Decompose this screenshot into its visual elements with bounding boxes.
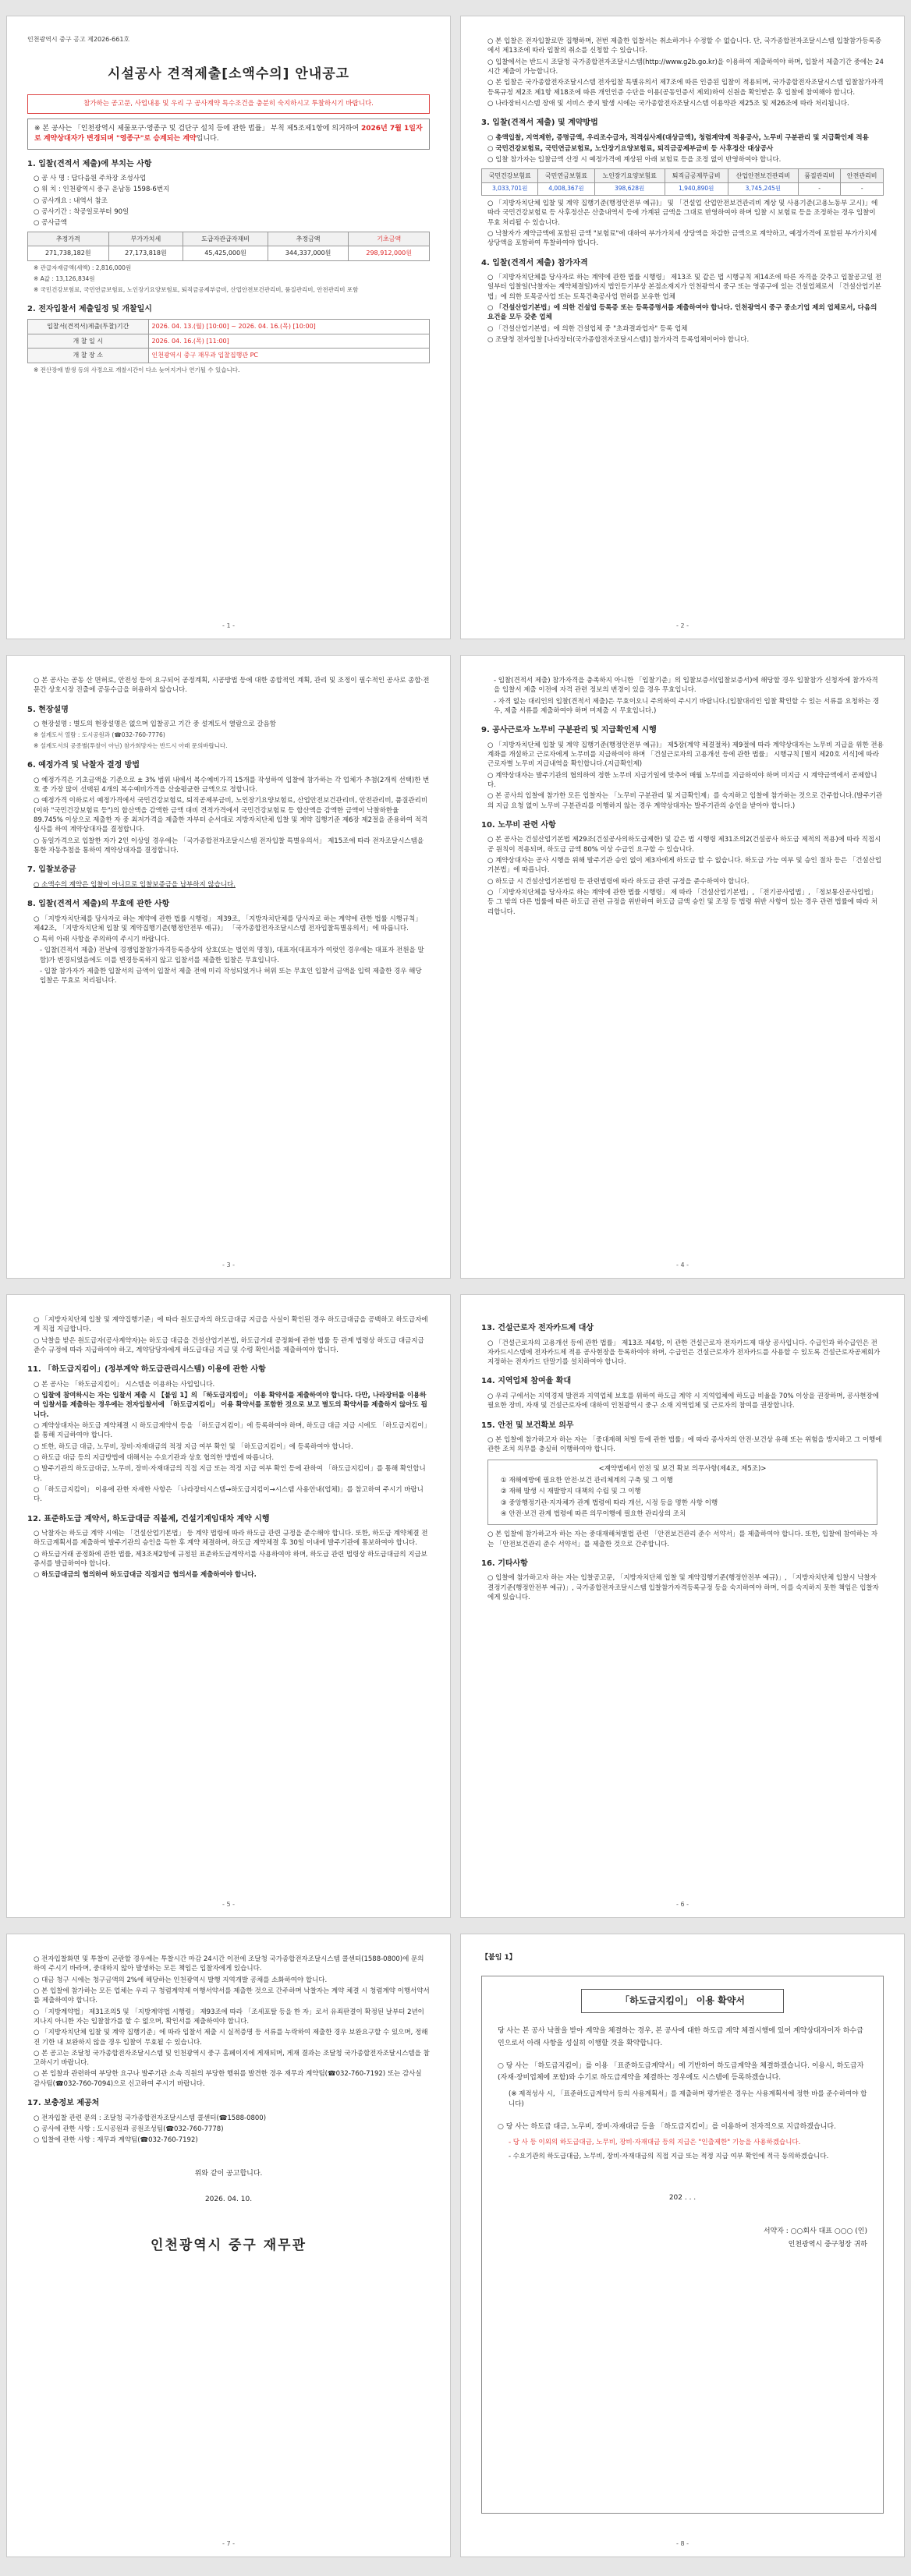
invalid-item: - 입찰 참가자가 제출한 입찰서의 금액이 입찰서 제출 전에 미리 작성되었거나 허위 또는 무효인 입찰서 금액을 입력 제출한 경우 해당 입찰은 무효로 처리됩니다.	[40, 968, 422, 985]
schedule-label: 입찰서(견적서)제출(투찰)기간	[28, 320, 149, 334]
contract-method: ○ 국민건강보험료, 국민연금보험료, 노인장기요양보험료, 퇴직금공제부금비 등 사후정산 대상공사	[487, 145, 774, 153]
section-8-heading: 8. 입찰(견적서 제출)의 무효에 관한 사항	[27, 900, 170, 908]
safety-item: ○ 본 입찰에 참가하고자 하는 자는 「중대재해 처벌 등에 관한 법률」에 따라 종사자의 안전·보건상 유해 또는 위험을 방지하고 그 이행에 관한 조치 의무를 충실히 이행하여야 합니다.	[487, 1436, 882, 1454]
section-4-heading: 4. 입찰(견적서 제출) 참가자격	[481, 258, 588, 267]
contact-item: ○ 전자입찰 관련 문의 : 조달청 국가종합전자조달시스템 콜센터(☎1588-0800)	[34, 2114, 267, 2122]
insurance-table	[481, 168, 884, 196]
insurance-value: 398,628원	[594, 183, 665, 196]
page-8	[460, 1934, 905, 2557]
agreement-box	[481, 1976, 884, 2514]
guardian-item: ○ 입찰에 참여하시는 자는 입찰서 제출 시 【붙임 1】의 「하도급지킴이」 이용 확약서를 제출하여야 합니다. 다만, 나라장터를 이용하여 입찰서를 제출하는 경우에는 전자입찰서에 「하도급지킴이」 이용 확약서를 포함한 것으로 보고 별도의 확약서를 제출하지 않아도 됩니다.	[34, 1392, 427, 1419]
notice-warning: 참가하는 공고문, 사업내용 및 우리 구 공사계약 특수조건을 충분히 숙지하시고 투찰하시기 바랍니다.	[27, 94, 430, 113]
safety-duty: ④ 안전·보건 관계 법령에 따른 의무이행에 필요한 관리상의 조치	[501, 1509, 686, 1518]
agreement-item: ○ 당 사는 「하도급지킴이」를 이용 「표준하도급계약서」에 기반하여 하도급계약을 체결하겠습니다. 이용시, 하도급자(자재·장비업체에 포함)와 수기로 하도급계약을 체결하는 경우에도 시스템에 등록하겠습니다.	[498, 2062, 864, 2082]
issuer-name: 인천광역시 중구 재무관	[150, 2237, 307, 2253]
agreement-item: ○ 당 사는 하도급 대금, 노무비, 장비·자재대금 등을 「하도급지킴이」를 이용하여 전자적으로 지급하겠습니다.	[498, 2122, 836, 2131]
announcement-date: 2026. 04. 10.	[204, 2195, 253, 2203]
contract-method: ○ 총액입찰, 지역제한, 증명금액, 우리조수급자, 적격심사제(대상금액), 청렴계약제 적용공사, 노무비 구분관리 및 지급확인제 적용	[487, 133, 869, 142]
amount-cell: 45,425,000원	[183, 246, 268, 261]
subcontract-item: ○ 본 공사는 건설산업기본법 제29조(건설공사의하도급제한) 및 같은 법 시행령 제31조의2(건설공사 하도급 제적의 적용)에 따라 직접시공 원칙이 적용되며, 하도급 금액 80% 이상 수급인 요구할 수 있습니다.	[487, 836, 881, 854]
safety-duty: ③ 중앙행정기관·지자체가 관계 법령에 따라 개선, 시정 등을 명한 사항 이행	[501, 1499, 718, 1507]
subcontract-item: ○ 「지방자치단체 입찰 및 계약집행기준」에 따라 원도급자의 하도급대금 지급을 사실이 확인된 경우 하도급대금을 공백하고 하도급자에게 직접 지급합니다.	[34, 1316, 428, 1334]
deposit-item: ○ 소액수의 계약은 입찰이 아니므로 입찰보증금을 납부하지 않습니다.	[34, 880, 236, 889]
amount-cell: 27,173,818원	[108, 246, 183, 261]
amount-note: ※ 관급자재금액(세액) : 2,816,000원	[34, 264, 132, 271]
eligibility-item: ○ 「지방자치단체를 당사자로 하는 계약에 관한 법률 시행령」 제13조 및 같은 법 시행규칙 제14조에 따른 자격을 갖추고 입찰공고일 전일부터 입찰일(낙찰자는 계약체결일)까지 법인등기부상 본점소재지가 인천광역시 중구 또는 영종구에 있는 건설업체로서 「건설산업기본법」에 의한 토목공사업 또는 토목건축공사업 면허를 보유한 업체	[487, 274, 882, 301]
signatory: 서약자 : ○○회사 대표 ○○○ (인)	[763, 2227, 867, 2236]
page-number: - 2 -	[676, 622, 689, 630]
subcontract-item: ○ 낙찰을 받은 원도급자(공사계약자)는 하도급 대금을 건설산업기본법, 하도급거래 공정화에 관한 법률 등 관계 법령상 하도급 대금지급 준수 규정에 따라 지급하여야 하고, 계약담당자에게 하도급대금 지급 및 수령 확인서를 제출하여야 합니다.	[34, 1336, 424, 1354]
site-briefing-item: ○ 현장설명 : 별도의 현장설명은 없으며 입찰공고 기간 중 설계도서 열람으로 갈음함	[34, 720, 276, 729]
insurance-value: 3,033,701원	[482, 183, 538, 196]
recipient: 인천광역시 중구청장 귀하	[788, 2241, 867, 2249]
site-briefing-note: ※ 설계도서 열람 : 도시공원과 (☎032-760-7776)	[34, 731, 165, 739]
page-5	[6, 1294, 451, 1918]
safety-duty-title: <계약법에서 안전 및 보건 확보 의무사항(제4조, 제5조)>	[598, 1464, 767, 1473]
section-10-heading: 10. 노무비 관련 사항	[481, 820, 556, 830]
project-amount-label: ○ 공사금액	[34, 219, 67, 228]
schedule-table	[27, 319, 430, 363]
price-item: ○ 예정가격은 기초금액을 기준으로 ± 3% 범위 내에서 복수예비가격 15개를 작성하여 입찰에 참가하는 각 업체가 추첨(2개씩 선택)한 번호 중 가장 많이 선택된 4개의 복수예비가격을 산술평균한 금액으로 정합니다.	[34, 776, 430, 794]
section-16-heading: 16. 기타사항	[481, 1559, 528, 1568]
section-13-heading: 13. 건설근로자 전자카드제 대상	[481, 1324, 594, 1332]
notice-text-2: 입니다.	[196, 134, 219, 143]
section-2-heading: 2. 전자입찰서 제출일정 및 개찰일시	[27, 304, 152, 313]
insurance-value: 3,745,245원	[728, 183, 798, 196]
project-location: ○ 위 치 : 인천광역시 중구 운남동 1598-6번지	[34, 186, 170, 194]
guardian-item: ○ 계약상대자는 하도급 계약체결 시 하도급계약서 등을 「하도급지킴이」에 등록하여야 하며, 하도급 대금 지급 시에도 「하도급지킴이」를 통해 지급하여야 합니다.	[34, 1422, 427, 1440]
insurance-value: 4,008,367원	[538, 183, 594, 196]
agreement-intro: 당 사는 본 공사 낙찰을 받아 계약을 체결하는 경우, 본 공사에 대한 하도급 계약 체결시행에 있어 계약상대자이자 하수급인으로서 아래 사항을 성실히 이행할 것을 확약합니다.	[498, 2027, 863, 2047]
project-name: ○ 공 사 명 : 답다음원 주차장 조성사업	[34, 175, 147, 183]
eligibility-item: ○ 본 공사는 공동 산 면허로, 안전성 등이 요구되어 공정계획, 시공방법 등에 대한 종합적인 계획, 관리 및 조정이 필수적인 공사로 종합·전문간 상호시장 진출에 공동수급을 허용하지 않습니다.	[34, 677, 430, 695]
price-item: ○ 동일가격으로 입찰한 자가 2인 이상일 경우에는 「국가종합전자조달시스템 전자입찰 특별유의서」 제15조에 따라 전자조달시스템을 통한 자동추첨을 통하여 계약상대자를 결정합니다.	[34, 837, 424, 855]
amount-table	[27, 232, 430, 261]
other-item: ○ 「지방계약법」 제31조의5 및 「지방계약법 시행령」 제93조에 따라 「조세포탈 등을 한 자」로서 유죄판결이 확정된 날부터 2년이 지나지 아니한 자는 입찰참가를 할 수 없으며, 확인서를 제출하여야 합니다.	[34, 2008, 424, 2026]
guardian-item: ○ 하도급 대금 등의 지급방법에 대해서는 수요기관과 상호 협의한 방법에 따릅니다.	[34, 1453, 275, 1462]
page-number: - 8 -	[676, 2540, 689, 2548]
safety-duty: ① 재해예방에 필요한 안전·보건 관리체계의 구축 및 그 이행	[501, 1477, 673, 1484]
eligibility-item: ○ 「건설산업기본법」에 의한 건설업 등록증 또는 등록증명서를 제출하여야 합니다. 인천광역시 중구 중소기업 제외 업체로서, 다음의 요건을 모두 갖춘 업체	[487, 304, 877, 322]
section-15-heading: 15. 안전 및 보건확보 의무	[481, 1421, 574, 1430]
site-briefing-note: ※ 설계도서의 공종별(투찰이 아닌) 참가희망자는 반드시 아래 문의바랍니다.	[34, 742, 228, 750]
page-4	[460, 655, 905, 1279]
other-item: ○ 입찰에 참가하고자 하는 자는 입찰공고문, 「지방자치단체 입찰 및 계약집행기준(행정안전부 예규)」, 「지방자치단체 입찰시 낙찰자 결정기준(행정안전부 예규)」, 국가종합전자조달시스템 입찰참가자격등록규정 등을 숙지하여야 하며, 이를 숙지하지 못한 책임은 입찰자에게 있습니다.	[487, 1574, 879, 1601]
section-11-heading: 11. 「하도급지킴이」(정부계약 하도급관리시스템) 이용에 관한 사항	[27, 1365, 266, 1375]
section-1-heading: 1. 입찰(견적서 제출)에 부치는 사항	[27, 159, 152, 168]
insurance-header: 퇴직금공제부금비	[665, 168, 728, 183]
project-overview: ○ 공사개요 : 내역서 참조	[34, 196, 108, 205]
bid-item: ○ 본 입찰은 전자입찰로만 집행하며, 전번 제출한 입찰서는 취소하거나 수정할 수 없습니다. 단, 국가종합전자조달시스템 입찰참가등록증에서 제13조에 따라 입찰의 취소를 신청할 수 있습니다.	[487, 37, 881, 55]
page-number: - 3 -	[222, 1261, 235, 1269]
other-item: ○ 대금 청구 시에는 청구금액의 2%에 해당하는 인천광역시 발행 지역개발 공채를 소화하여야 합니다.	[34, 1976, 328, 1984]
safety-duty-box	[487, 1460, 877, 1526]
bid-item: ○ 입찰에서는 반드시 조달청 국가종합전자조달시스템(http://www.g2b.go.kr)을 이용하여 제출하여야 하며, 입찰서 제출기간 중에는 24시간 제출이 가능합니다.	[487, 58, 884, 76]
safety-item: ○ 본 입찰에 참가하고자 하는 자는 중대재해처벌법 관련 「안전보건관리 준수 서약서」를 제출하여야 합니다. 또한, 입찰에 참여하는 자는 「안전보건관리 준수 서약서」를 제출한 것으로 간주합니다.	[487, 1530, 878, 1548]
project-period: ○ 공사기간 : 착공일로부터 90일	[34, 208, 129, 217]
invalid-item: ○ 「지방자치단체를 당사자로 하는 계약에 관한 법률 시행령」 제39조, 「지방자치단체를 당사자로 하는 계약에 관한 법률 시행규칙」 제42조, 「지방자치단체 입찰 및 계약집행기준(행정안전부 예규)」 「국가종합전자조달시스템 전자입찰특별유의서」에 따릅니다.	[34, 915, 422, 932]
amount-note: ※ 국민건강보험료, 국민연금보험료, 노인장기요양보험료, 퇴직금공제부금비, 산업안전보건관리비, 품질관리비, 안전관리비 포함	[34, 285, 359, 293]
bid-item: ○ 나라장터시스템 장애 및 서비스 중지 발생 시에는 국가종합전자조달시스템 이용약관 제25조 및 제26조에 따라 처리됩니다.	[487, 99, 849, 108]
page-number: - 6 -	[676, 1901, 689, 1909]
insurance-value: -	[798, 183, 841, 196]
guardian-item: ○ 또한, 하도급 대금, 노무비, 장비·자재대금의 적정 지급 여부 확인 및 「하도급지킴이」에 등록하여야 합니다.	[34, 1442, 353, 1451]
eligibility-item: ○ 「건설산업기본법」에 의한 건설업체 중 "초과결과업자" 등록 업체	[487, 324, 688, 333]
invalid-item: ○ 특히 아래 사항을 주의하여 주시기 바랍니다.	[34, 936, 170, 944]
page-number: - 7 -	[222, 2540, 235, 2548]
amount-cell: 271,738,182원	[28, 246, 109, 261]
insurance-value: 1,940,890원	[665, 183, 728, 196]
notice-box	[27, 119, 430, 150]
amount-cell: 344,337,000원	[268, 246, 349, 261]
other-item: ○ 본 입찰과 관련하여 부당한 요구나 발주기관 소속 직원의 부당한 행위를 발견한 경우 재무과 계약팀(☎032-760-7192) 또는 감사실 감사팀(☎032-760-7094)으로 신고하여 주시기 바랍니다.	[34, 2070, 422, 2088]
insurance-header: 품질관리비	[798, 168, 841, 183]
schedule-note: ※ 전산장애 발생 등의 사정으로 개찰시간이 다소 늦어지거나 연기될 수 있습니다.	[34, 366, 240, 373]
amount-header: 부가가치세	[108, 232, 183, 246]
section-5-heading: 5. 현장설명	[27, 705, 69, 714]
agreement-subitem: - 당 사 등 이외의 하도급대금, 노무비, 장비·자재대금 등의 지급은 "인출제한" 기능을 사용하겠습니다.	[509, 2139, 801, 2147]
invalid-item: - 자격 없는 대리인의 입찰(견적서 제출)은 무효이오니 주의하여 주시기 바랍니다.(입찰대리인 입찰 확인할 수 있는 서류를 요청하는 경우, 제출 서류를 제출하여야 하며 미제출 시 무효입니다.)	[494, 697, 880, 715]
schedule-label: 개 찰 일 시	[28, 334, 149, 349]
standard-contract-item: ○ 하도급거래 공정화에 관한 법률, 제3조제2항에 규정된 표준하도급계약서를 사용하여야 하며, 하도급 관련 법령상 하도급대금의 지급보증서를 발급하여야 합니다.	[34, 1550, 427, 1568]
subcontract-item: ○ 하도급 시 건설산업기본법령 등 관련법령에 따라 하도급 관련 규정을 준수하여야 합니다.	[487, 877, 750, 886]
subcontract-item: ○ 「지방자치단체를 당사자로 하는 계약에 관한 법률 시행령」 제 따라 「건설산업기본법」, 「전기공사업법」, 「정보통신공사업법」 등 그 밖의 다른 법률에 따른 하도급 관련 규정을 위반하여 하도급 금액 승인 및 조정 등 법령 위반 사항이 있는 경우 관련 법률에 따라 처리합니다.	[487, 889, 878, 916]
insurance-header: 국민연금보험료	[538, 168, 594, 183]
other-item: ○ 본 입찰에 참가하는 모든 업체는 우리 구 청렴계약제 이행서약서를 제출한 것으로 간주하며 낙찰자는 계약 체결 시 청렴계약 이행서약서를 제출하여야 합니다.	[34, 1987, 430, 2005]
contract-note: ○ 「지방자치단체 입찰 및 계약 집행기준(행정안전부 예규)」 및 「건설업 산업안전보건관리비 계상 및 사용기준(고용노동부 고시)」에 따라 국민건강보험료 등 사후정산은 산출내역서 등에 가계된 금액을 그대로 반영하여야 하며 입찰 시 보험료 등을 조정하는 경우 입찰이 무효 처리될 수 있습니다.	[487, 200, 878, 227]
page-6	[460, 1294, 905, 1918]
agreement-subitem: (※ 제적성사 시, 「표준하도급계약서 등의 사용계획서」를 제출하며 평가받은 경우는 사용계획서에 정한 바를 준수하여야 합니다)	[509, 2089, 867, 2109]
amount-cell-base: 298,912,000원	[349, 246, 430, 261]
page-number: - 4 -	[676, 1261, 689, 1269]
e-card-item: ○ 「건설근로자의 고용개선 등에 관한 법률」 제13조 제4항, 이 관한 건설근로자 전자카드제 대상 공사입니다. 수급인과 하수급인은 전자카드시스템에 전자카드제 적용 공사현장을 등록하여야 하며, 수급인은 건설근로자가 전자카드를 사용할 수 있도록 건설근로자공제회가 지정하는 전자카드 단말기를 설치하여야 합니다.	[487, 1339, 881, 1367]
schedule-value: 2026. 04. 13.(월) [10:00] ~ 2026. 04. 16.(목) [10:00]	[148, 320, 430, 334]
eligibility-item: ○ 조달청 전자입찰 [나라장터(국가종합전자조달시스템)] 참가자격 등록업체이어야 합니다.	[487, 336, 750, 345]
page-2	[460, 16, 905, 639]
amount-header: 추정금액	[268, 232, 349, 246]
section-14-heading: 14. 지역업체 참여율 확대	[481, 1377, 572, 1386]
section-6-heading: 6. 예정가격 및 낙찰자 결정 방법	[27, 761, 140, 770]
contact-item: ○ 공사에 관한 사항 : 도시공원과 공원조성팀(☎032-760-7778)	[34, 2125, 224, 2133]
notice-highlight: 2026년 7월 1일자로 계약상대자가 변경되며 "영종구"로 승계되는 계약	[34, 124, 423, 143]
guardian-item: ○ 발주기관의 하도급대금, 노무비, 장비·자재대금의 직접 지급 또는 적정 지급 여부 확인 등에 관하여 「하도급지킴이」를 통해 확인합니다.	[34, 1465, 426, 1483]
closing-statement: 위와 같이 공고합니다.	[194, 2169, 263, 2178]
page-3	[6, 655, 451, 1279]
page-number: - 5 -	[222, 1901, 235, 1909]
section-9-heading: 9. 공사근로자 노무비 구분관리 및 지급확인제 시행	[481, 726, 657, 735]
section-17-heading: 17. 보충정보 제공처	[27, 2099, 100, 2108]
schedule-label: 개 찰 장 소	[28, 349, 149, 363]
document-title: 시설공사 견적제출[소액수의] 안내공고	[107, 65, 350, 82]
standard-contract-item: ○ 낙찰자는 하도급 계약 시에는 「건설산업기본법」 등 계약 법령에 따라 하도급 관련 규정을 준수해야 합니다. 또한, 하도급 계약체결 전 하도급계획서를 제출하여 발주기관의 승인을 득한 후 계약 체결하며, 하도급 계약체결 후 30일 이내에 발주기관에 통보하여야 합니다.	[34, 1530, 428, 1548]
insurance-header: 노인장기요양보험료	[594, 168, 665, 183]
insurance-header: 산업안전보건관리비	[728, 168, 798, 183]
other-item: ○ 「지방자치단체 입찰 및 계약 집행기준」에 따라 입찰서 제출 시 실적증명 등 서류를 누락하여 제출한 경우 보완요구할 수 있으며, 정해진 기한 내 보완하지 않을 경우 입찰이 무효될 수 있습니다.	[34, 2029, 428, 2047]
section-3-heading: 3. 입찰(견적서 제출) 및 계약방법	[481, 119, 598, 128]
invalid-item: - 입찰(견적서 제출) 참가자격을 충족하지 아니한 「입찰기준」의 입찰보증서(입찰보증서)에 해당할 경우 입찰참가 신청자에 참가자격을 입찰서 제출 이전에 자격 관련 정보의 변경이 있을 경우 무효입니다.	[494, 677, 878, 695]
labor-cost-item: ○ 계약상대자는 발주기관의 협의하여 정한 노무비 지급기일에 맞추어 매월 노무비를 지급하여야 하며 미지급 시 계약금액에서 공제합니다.	[487, 771, 877, 789]
agreement-subitem: - 수요기관의 하도급대금, 노무비, 장비·자재대금의 직접 지급 또는 적정 지급 여부 확인에 적극 동의하겠습니다.	[509, 2152, 829, 2160]
page-1	[6, 16, 451, 639]
subcontract-item: ○ 계약상대자는 공사 시행을 위해 발주기관 승인 없이 제3자에게 하도급 할 수 없습니다. 하도급 가능 여부 및 승인 절차 등은 「건설산업기본법」에 따릅니다.	[487, 857, 882, 875]
insurance-value: -	[841, 183, 884, 196]
document-number: 인천광역시 중구 공고 제2026-661호	[27, 36, 130, 43]
contact-item: ○ 입찰에 관한 사항 : 재무과 계약팀(☎032-760-7192)	[34, 2136, 198, 2145]
amount-header: 추정가격	[28, 232, 109, 246]
agreement-date: 202 . . .	[668, 2194, 697, 2203]
section-12-heading: 12. 표준하도급 계약서, 하도급대금 직불제, 건설기계임대차 계약 시행	[27, 1514, 270, 1523]
amount-header: 도급자관급자재비	[183, 232, 268, 246]
price-item: ○ 예정가격 이하로서 예정가격에서 국민건강보험료, 퇴직공제부금비, 노인장기요양보험료, 산업안전보건관리비, 안전관리비, 품질관리비(이하 "국민건강보험료 등")의 합산액을 감액한 금액 대비 견적가격에서 국민건강보험료 등 합산액을 감액한 금액이 낙찰하한율 89.745% 이상으로 제출한 자 중 최저가격을 제출한 자부터 순서대로 지방자치단체 입찰 및 계약 집행기준 제6장 제2절을 준용하여 적격심사를 하여 계약상대자를 결정합니다.	[34, 797, 428, 834]
section-7-heading: 7. 입찰보증금	[27, 865, 76, 875]
guardian-item: ○ 본 공사는 「하도급지킴이」 시스템을 이용하는 사업입니다.	[34, 1380, 215, 1389]
amount-note: ※ A값 : 13,126,834원	[34, 274, 95, 282]
bid-item: ○ 본 입찰은 국가종합전자조달시스템 전자입찰 특별유의서 제7조에 따른 인증된 입찰이 적용되며, 국가종합전자조달시스템 입찰참가자격등록규정 제2조 제1항 제18조에 따른 개인인증 수단을 이용(공동인증서 제외)하여 신원을 확인받은 후 입찰에 참여해야 합니다.	[487, 79, 884, 97]
attachment-tag: 【붙임 1】	[481, 1954, 516, 1962]
contract-note: ○ 낙찰자가 계약금액에 포함된 금액 "보험료"에 대하여 부가가치세 상당액을 차감한 금액으로 계약하고, 예정가격에 포함된 부가가치세 상당액을 포함하여 투찰하여야 합니다.	[487, 230, 877, 248]
schedule-value: 인천광역시 중구 재무과 입찰집행관 PC	[148, 349, 430, 363]
local-participation-item: ○ 우리 구에서는 지역경제 발전과 지역업체 보호를 위하여 하도급 계약 시 지역업체에 하도급 비율을 70% 이상을 권장하며, 공사현장에 필요한 장비, 자재 및 건설근로자에 대하여 인천광역시 중구 소재 지역업체 및 근로자의 참여를 권장합니다.	[487, 1392, 879, 1410]
page-number: - 1 -	[222, 622, 235, 630]
schedule-value: 2026. 04. 16.(목) [11:00]	[148, 334, 430, 349]
guardian-item: ○ 「하도급지킴이」 이용에 관한 자세한 사항은 「나라장터시스템→하도급지킴이→시스템 사용안내(업체)」를 참고하여 주시기 바랍니다.	[34, 1485, 424, 1504]
insurance-header: 국민건강보험료	[482, 168, 538, 183]
agreement-title: 「하도급지킴이」 이용 확약서	[581, 1989, 784, 2013]
other-item: ○ 전자입찰화면 및 투찰이 곤란할 경우에는 투찰시간 마감 24시간 이전에 조달청 국가종합전자조달시스템 콜센터(1588-0800)에 문의하여 주시기 바라며, 중대하지 않아 발생하는 모든 책임은 입찰자에게 있습니다.	[34, 1955, 424, 1973]
labor-cost-item: ○ 본 공사의 입찰에 참가한 모든 입찰자는 「노무비 구분관리 및 지급확인제」를 숙지하고 입찰에 참가하는 것으로 간주합니다.(발주기관의 지급 요청 없이 노무비 구분관리를 이행하지 않는 경우 계약상대자는 발주기관의 승인을 받아야 합니다.)	[487, 792, 883, 810]
insurance-header: 안전관리비	[841, 168, 884, 183]
labor-cost-item: ○ 「지방자치단체 입찰 및 계약 집행기준(행정안전부 예규)」 제5장(계약 체결절차) 제9절에 따라 계약상대자는 노무비 지급을 위한 전용계좌를 개설하고 근로자에게 노무비를 지급하여야 하며 「건설근로자의 고용개선 등에 관한 법률」 시행규칙 [별지 제20호 서식]에 따라 근로자별 노무비 지급내역을 확인합니다.(지급확인제)	[487, 741, 884, 769]
standard-contract-item: ○ 하도급대금의 협의하여 하도급대금 직접지급 협의서를 제출하여야 합니다.	[34, 1571, 257, 1580]
amount-header-base: 기초금액	[349, 232, 430, 246]
page-7	[6, 1934, 451, 2557]
notice-text-1: ※ 본 공사는 「인천광역시 제물포구·영종구 및 검단구 설치 등에 관한 법률」 부칙 제5조제1항에 의거하여	[34, 124, 360, 133]
invalid-item: - 입찰(견적서 제출) 전날에 경쟁입찰참가자격등록증상의 상호(또는 법인의 명칭), 대표자(대표자가 여럿인 경우에는 대표자 전원을 말함)가 변경되었음에도 이를 변경등록하지 않고 입찰서를 제출한 입찰은 무효입니다.	[40, 947, 424, 964]
safety-duty: ② 재해 발생 시 재발방지 대책의 수립 및 그 이행	[501, 1488, 641, 1496]
contract-method: ○ 입찰 참가자는 입찰금액 산정 시 예정가격에 계상된 아래 보험료 등을 조정 없이 반영하여야 합니다.	[487, 156, 782, 165]
other-item: ○ 본 공고는 조달청 국가종합전자조달시스템 및 인천광역시 중구 홈페이지에 게재되며, 게재 결과는 조달청 국가종합전자조달시스템을 참고하시기 바랍니다.	[34, 2049, 430, 2068]
